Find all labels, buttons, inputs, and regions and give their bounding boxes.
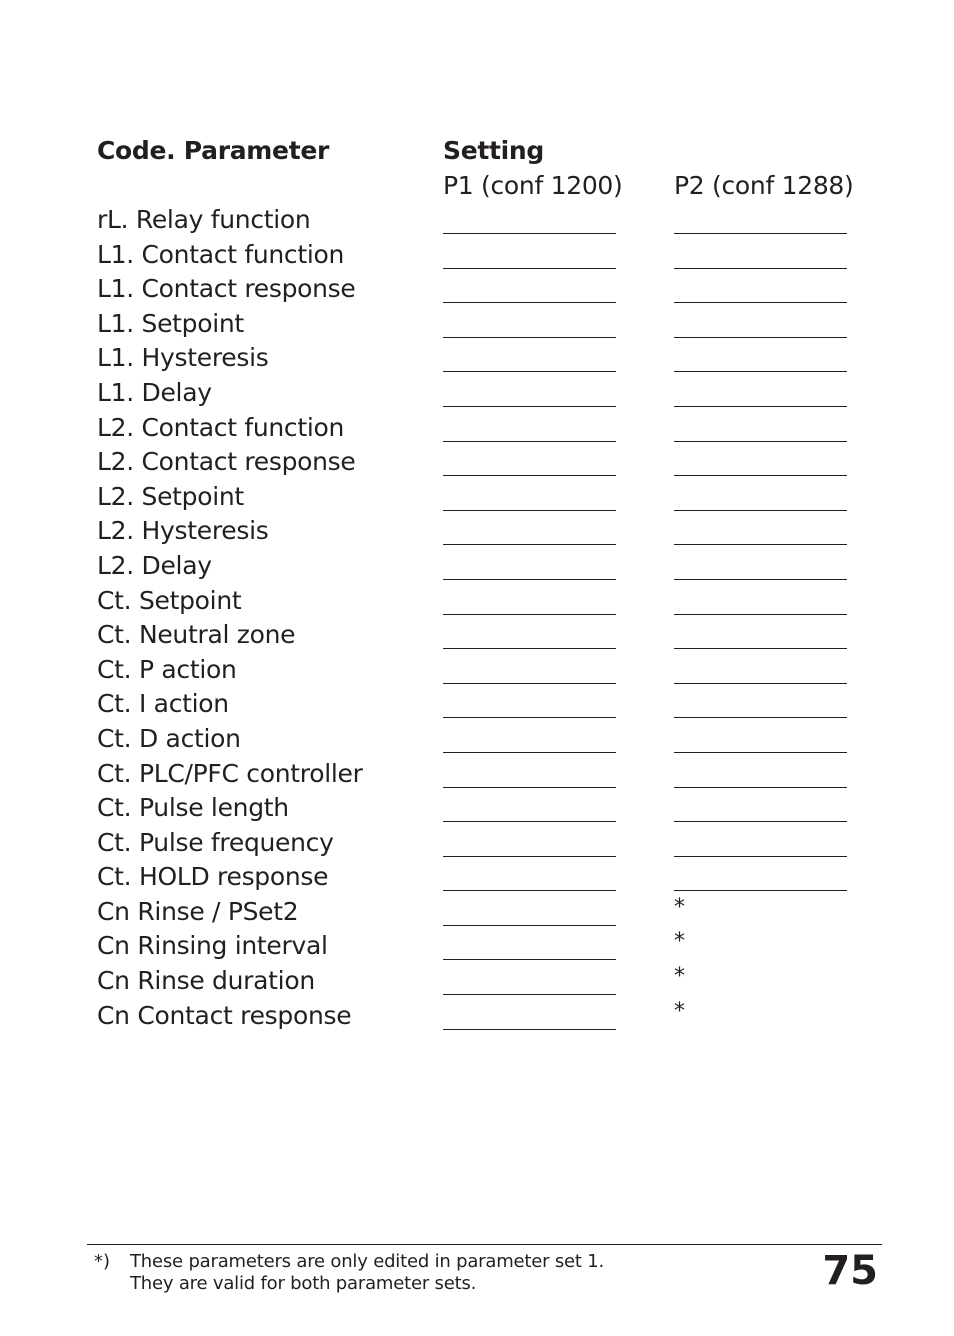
table-row (0, 999, 954, 1034)
p1-entry-line[interactable] (443, 683, 616, 684)
p1-entry-line[interactable] (443, 648, 616, 649)
p1-entry-line[interactable] (443, 441, 616, 442)
table-row (0, 203, 954, 238)
p2-entry-line[interactable] (674, 856, 847, 857)
table-row (0, 238, 954, 273)
p1-entry-line[interactable] (443, 787, 616, 788)
footnote-divider (87, 1244, 882, 1245)
parameter-label: L2. Setpoint (97, 481, 244, 511)
p2-entry-line[interactable] (674, 890, 847, 891)
table-row (0, 480, 954, 515)
p2-entry-line[interactable] (674, 510, 847, 511)
p2-asterisk: * (674, 894, 685, 920)
p2-entry-line[interactable] (674, 406, 847, 407)
table-row (0, 722, 954, 757)
p2-entry-line[interactable] (674, 648, 847, 649)
p2-entry-line[interactable] (674, 717, 847, 718)
parameter-label: Ct. I action (97, 689, 229, 719)
parameter-label: Ct. D action (97, 723, 241, 753)
column-subheader-p2: P2 (conf 1288) (674, 171, 854, 200)
p1-entry-line[interactable] (443, 925, 616, 926)
p1-entry-line[interactable] (443, 1029, 616, 1030)
p2-asterisk: * (674, 964, 685, 990)
footnote-mark: *) (94, 1251, 111, 1272)
p2-entry-line[interactable] (674, 371, 847, 372)
table-row (0, 687, 954, 722)
p2-entry-line[interactable] (674, 787, 847, 788)
column-header-parameter: Code. Parameter (97, 136, 330, 165)
p1-entry-line[interactable] (443, 890, 616, 891)
parameter-label: L2. Contact response (97, 447, 356, 477)
p1-entry-line[interactable] (443, 856, 616, 857)
table-row (0, 791, 954, 826)
table-row (0, 653, 954, 688)
p1-entry-line[interactable] (443, 614, 616, 615)
parameter-label: Ct. Setpoint (97, 585, 242, 615)
p1-entry-line[interactable] (443, 233, 616, 234)
parameter-label: L1. Contact function (97, 239, 345, 269)
table-row (0, 272, 954, 307)
p1-entry-line[interactable] (443, 579, 616, 580)
parameter-label: L1. Hysteresis (97, 343, 269, 373)
table-row (0, 307, 954, 342)
p1-entry-line[interactable] (443, 268, 616, 269)
p2-entry-line[interactable] (674, 268, 847, 269)
p1-entry-line[interactable] (443, 959, 616, 960)
p1-entry-line[interactable] (443, 510, 616, 511)
parameter-label: L1. Delay (97, 377, 212, 407)
table-row (0, 757, 954, 792)
p1-entry-line[interactable] (443, 821, 616, 822)
parameter-label: Cn Rinse duration (97, 966, 315, 996)
parameter-label: Cn Contact response (97, 1000, 352, 1030)
p2-entry-line[interactable] (674, 579, 847, 580)
table-row (0, 445, 954, 480)
p1-entry-line[interactable] (443, 337, 616, 338)
table-row (0, 376, 954, 411)
table-row (0, 584, 954, 619)
table-row (0, 964, 954, 999)
parameter-label: Ct. P action (97, 654, 237, 684)
p1-entry-line[interactable] (443, 406, 616, 407)
page-number: 75 (822, 1248, 878, 1294)
parameter-label: Ct. Pulse length (97, 793, 289, 823)
p1-entry-line[interactable] (443, 475, 616, 476)
column-header-setting: Setting (443, 136, 545, 165)
parameter-label: L2. Delay (97, 550, 212, 580)
p1-entry-line[interactable] (443, 994, 616, 995)
p1-entry-line[interactable] (443, 752, 616, 753)
p2-entry-line[interactable] (674, 302, 847, 303)
p2-entry-line[interactable] (674, 337, 847, 338)
table-row (0, 618, 954, 653)
table-row (0, 929, 954, 964)
parameter-label: L1. Contact response (97, 274, 356, 304)
p2-entry-line[interactable] (674, 821, 847, 822)
p1-entry-line[interactable] (443, 371, 616, 372)
table-row (0, 514, 954, 549)
parameter-label: Ct. Neutral zone (97, 620, 296, 650)
p2-entry-line[interactable] (674, 441, 847, 442)
p1-entry-line[interactable] (443, 717, 616, 718)
footnote-line-1: These parameters are only edited in parameter set 1. (130, 1251, 605, 1272)
p1-entry-line[interactable] (443, 302, 616, 303)
table-row (0, 895, 954, 930)
p2-entry-line[interactable] (674, 544, 847, 545)
p2-asterisk: * (674, 929, 685, 955)
footnote-line-2: They are valid for both parameter sets. (130, 1273, 477, 1294)
parameter-label: Cn Rinse / PSet2 (97, 896, 299, 926)
parameter-label: L2. Hysteresis (97, 516, 269, 546)
column-subheader-p1: P1 (conf 1200) (443, 171, 623, 200)
p2-asterisk: * (674, 998, 685, 1024)
table-row (0, 860, 954, 895)
p2-entry-line[interactable] (674, 683, 847, 684)
table-row (0, 549, 954, 584)
parameter-label: Cn Rinsing interval (97, 931, 328, 961)
parameter-label: Ct. PLC/PFC controller (97, 758, 363, 788)
p2-entry-line[interactable] (674, 233, 847, 234)
parameter-label: L1. Setpoint (97, 308, 244, 338)
table-row (0, 341, 954, 376)
parameter-table (0, 203, 954, 1033)
parameter-label: rL. Relay function (97, 205, 311, 234)
parameter-label: Ct. Pulse frequency (97, 827, 334, 857)
p2-entry-line[interactable] (674, 614, 847, 615)
table-row (0, 411, 954, 446)
parameter-label: Ct. HOLD response (97, 862, 329, 892)
table-row (0, 826, 954, 861)
p2-entry-line[interactable] (674, 475, 847, 476)
p2-entry-line[interactable] (674, 752, 847, 753)
p1-entry-line[interactable] (443, 544, 616, 545)
parameter-label: L2. Contact function (97, 412, 345, 442)
